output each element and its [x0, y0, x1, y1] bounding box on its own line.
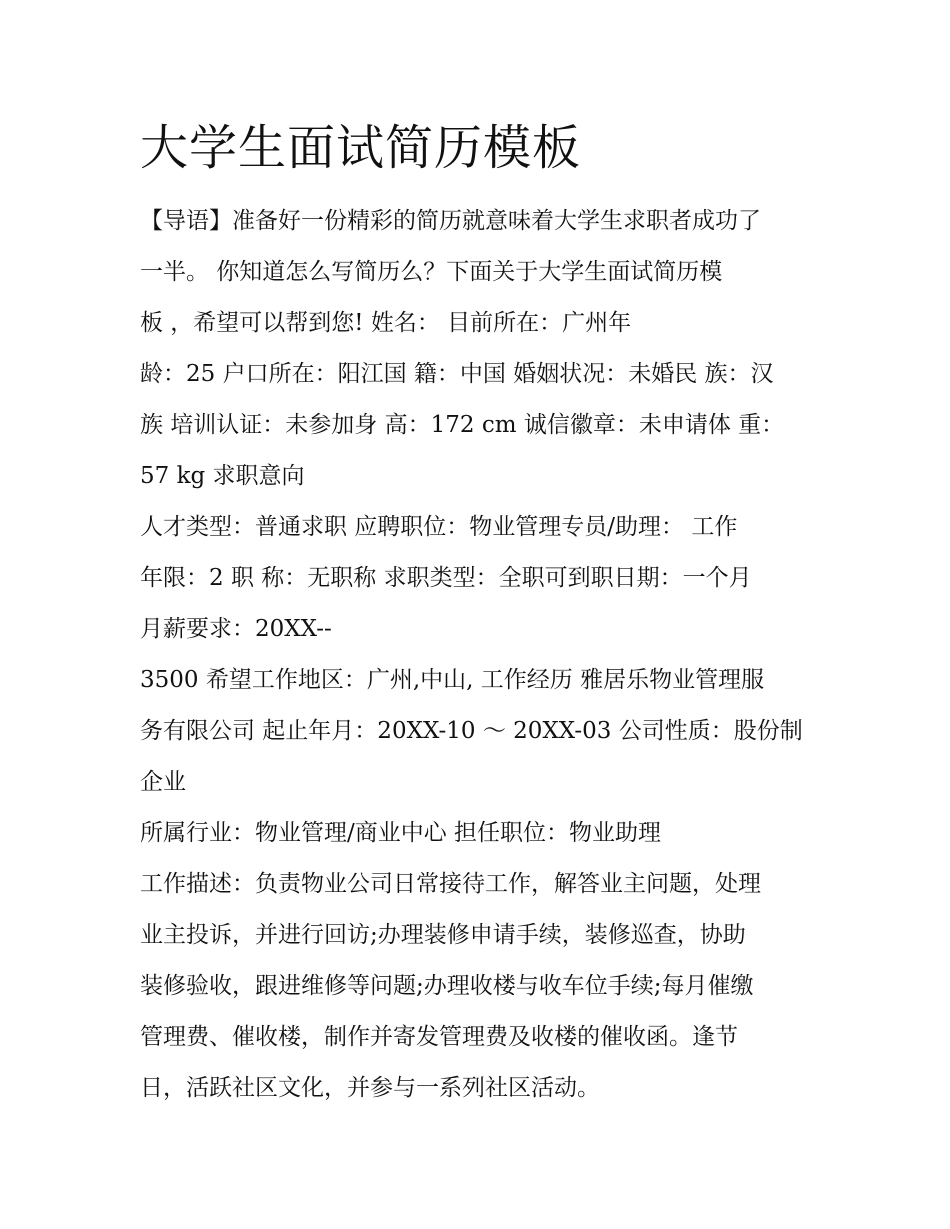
text-line-intro-1: 【导语】准备好一份精彩的简历就意味着大学生求职者成功了: [140, 208, 761, 234]
text-line-work-area: 3500 希望工作地区：广州,中山, 工作经历 雅居乐物业管理服: [140, 667, 765, 693]
text-line-company-type: 企业: [140, 769, 186, 795]
text-line-intro-2: 一半。 你知道怎么写简历么？下面关于大学生面试简历模: [140, 259, 723, 285]
text-line-basic-info-1: 板 ，希望可以帮到您! 姓名： 目前所在：广州年: [140, 310, 632, 336]
document-body: [140, 196, 820, 1114]
text-line-job-type: 人才类型：普通求职 应聘职位：物业管理专员/助理： 工作: [140, 514, 738, 540]
text-line-job-years: 年限：2 职 称：无职称 求职类型：全职可到职日期：一个月: [140, 565, 752, 591]
text-line-job-description-3: 装修验收，跟进维修等问题;办理收楼与收车位手续;每月催缴: [140, 973, 754, 999]
text-line-company: 务有限公司 起止年月：20XX-10 ～ 20XX-03 公司性质：股份制: [140, 718, 803, 744]
text-line-job-intention: 57 kg 求职意向: [140, 463, 305, 489]
text-line-industry: 所属行业：物业管理/商业中心 担任职位：物业助理: [140, 820, 662, 846]
text-line-job-description-2: 业主投诉，并进行回访;办理装修申请手续，装修巡查，协助: [140, 922, 746, 948]
text-line-basic-info-2: 龄：25 户口所在：阳江国 籍：中国 婚姻状况：未婚民 族：汉: [140, 361, 774, 387]
text-line-job-description-4: 管理费、催收楼，制作并寄发管理费及收楼的催收函。逢节: [140, 1024, 738, 1050]
text-line-basic-info-3: 族 培训认证：未参加身 高：172 cm 诚信徽章：未申请体 重：: [140, 412, 785, 438]
text-line-salary: 月薪要求：20XX--: [140, 616, 332, 642]
text-line-job-description-1: 工作描述：负责物业公司日常接待工作，解答业主问题，处理: [140, 871, 761, 897]
document-title: 大学生面试简历模板: [140, 120, 582, 176]
text-line-job-description-5: 日，活跃社区文化，并参与一系列社区活动。: [140, 1075, 600, 1101]
